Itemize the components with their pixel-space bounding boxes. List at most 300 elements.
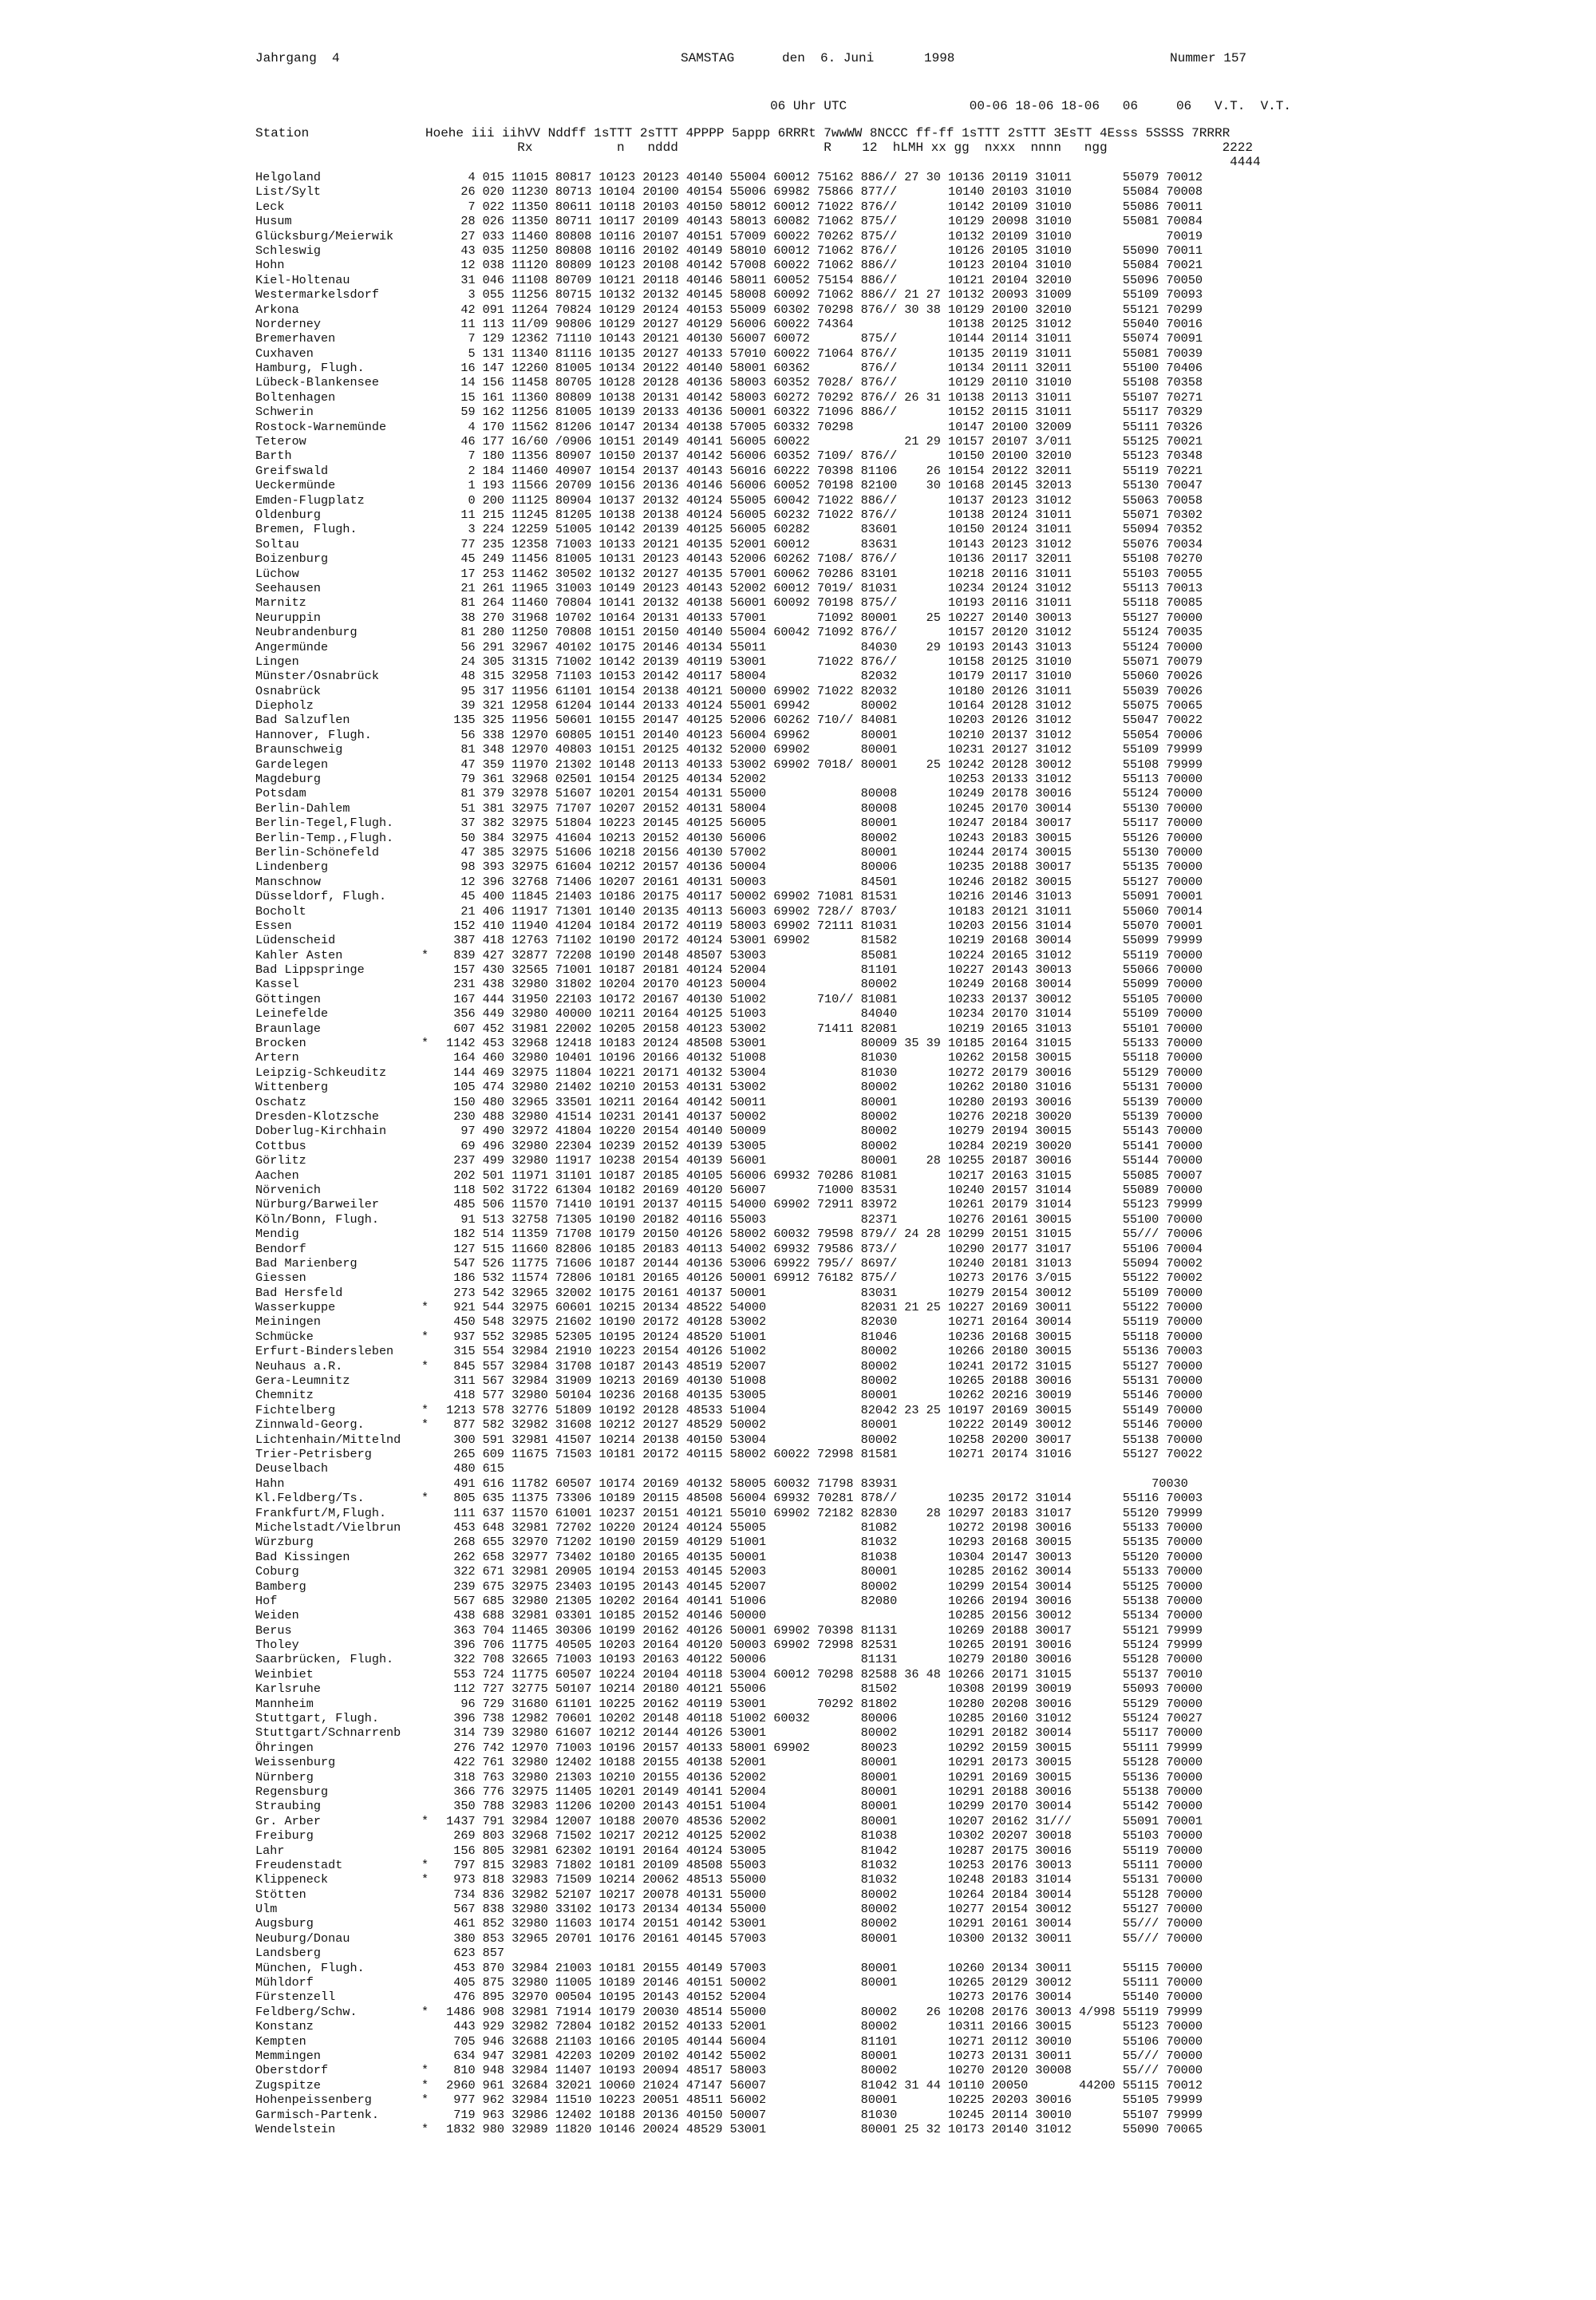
mountain-station-marker xyxy=(421,831,439,845)
station-row xyxy=(255,1491,1203,1505)
station-name: Mannheim xyxy=(255,1696,314,1711)
station-name: Soltau xyxy=(255,536,299,551)
station-name: Münster/Osnabrück xyxy=(255,669,379,684)
station-name: Hohn xyxy=(255,258,285,273)
station-row xyxy=(255,1139,1203,1153)
mountain-station-marker xyxy=(421,2019,439,2033)
station-row xyxy=(255,1314,1203,1329)
station-name: Schwerin xyxy=(255,405,314,420)
mountain-station-marker xyxy=(421,2034,439,2049)
mountain-station-marker xyxy=(421,1314,439,1329)
station-values: 461 852 32980 11603 10174 20151 40142 53001 80002 10291 20161 30014 55/// 70000 xyxy=(439,1916,1203,1931)
station-row xyxy=(255,200,1203,214)
issue-number: Nummer 157 xyxy=(1170,51,1247,65)
station-name: Neuruppin xyxy=(255,610,322,625)
station-name: Göttingen xyxy=(255,991,322,1006)
station-row xyxy=(255,1461,1203,1476)
station-values: 56 338 12970 60805 10151 20140 40123 56004 69962 80001 10210 20137 31012 55054 70006 xyxy=(439,727,1203,742)
station-name: Frankfurt/M,Flugh. xyxy=(255,1505,387,1520)
station-row xyxy=(255,948,1203,962)
station-values: 135 325 11956 50601 10155 20147 40125 52006 60262 710// 84081 10203 20126 31012 55047 70022 xyxy=(439,713,1203,728)
mountain-station-marker xyxy=(421,1755,439,1769)
station-name: Potsdam xyxy=(255,786,306,801)
station-values: 239 675 32975 23403 10195 20143 40145 52007 80002 10299 20154 30014 55125 70000 xyxy=(439,1579,1203,1594)
station-values: 4 015 11015 80817 10123 20123 40140 55004 60012 75162 886// 27 30 10136 20119 31011 55079 70012 xyxy=(439,170,1203,184)
year-label: 1998 xyxy=(924,51,955,65)
station-name: Aachen xyxy=(255,1168,299,1183)
mountain-station-marker xyxy=(421,1770,439,1784)
station-values: 91 513 32758 71305 10190 20182 40116 55003 82371 10276 20161 30015 55100 70000 xyxy=(439,1211,1203,1227)
station-row xyxy=(255,1476,1203,1491)
mountain-station-marker xyxy=(421,1183,439,1197)
station-row xyxy=(255,1227,1203,1241)
mountain-station-marker xyxy=(421,1916,439,1930)
station-values: 443 929 32982 72804 10182 20152 40133 52001 80002 10311 20166 30015 55123 70000 xyxy=(439,2019,1203,2034)
station-row xyxy=(255,2019,1203,2033)
mountain-station-marker xyxy=(421,1550,439,1564)
mountain-station-marker xyxy=(421,772,439,786)
station-row xyxy=(255,243,1203,258)
station-row xyxy=(255,1417,1203,1432)
mountain-station-marker xyxy=(421,684,439,698)
station-name: Schmücke xyxy=(255,1329,314,1344)
station-row xyxy=(255,1564,1203,1579)
station-row xyxy=(255,405,1203,419)
mountain-station-marker xyxy=(421,243,439,258)
mountain-station-marker xyxy=(421,1535,439,1549)
mountain-station-marker xyxy=(421,595,439,610)
station-name: Chemnitz xyxy=(255,1388,314,1403)
station-name: Leinefelde xyxy=(255,1006,329,1022)
mountain-station-marker xyxy=(421,1799,439,1813)
station-name: Lüchow xyxy=(255,566,299,581)
mountain-station-marker: * xyxy=(421,947,429,962)
station-values: 237 499 32980 11917 10238 20154 40139 56001 80001 28 10255 20187 30016 55144 70000 xyxy=(439,1153,1203,1168)
mountain-station-marker xyxy=(421,2108,439,2122)
station-row xyxy=(255,390,1203,405)
mountain-station-marker xyxy=(421,258,439,272)
station-values: 311 567 32984 31909 10213 20169 40130 51008 80002 10265 20188 30016 55131 70000 xyxy=(439,1373,1203,1389)
station-row xyxy=(255,1784,1203,1799)
station-name: München, Flugh. xyxy=(255,1960,365,1975)
mountain-station-marker xyxy=(421,420,439,434)
station-values: 366 776 32975 11405 10201 20149 40141 52004 80001 10291 20188 30016 55138 70000 xyxy=(439,1784,1203,1799)
station-values: 453 648 32981 72702 10220 20124 40124 55005 81082 10272 20198 30016 55133 70000 xyxy=(439,1520,1203,1535)
station-row xyxy=(255,1755,1203,1769)
station-values: 37 382 32975 51804 10223 20145 40125 56005 80001 10247 20184 30017 55117 70000 xyxy=(439,816,1203,831)
station-row xyxy=(255,1242,1203,1256)
station-values: 16 147 12260 81005 10134 20122 40140 58001 60362 876// 10134 20111 32011 55100 70406 xyxy=(439,361,1203,376)
station-name: Angermünde xyxy=(255,639,329,654)
mountain-station-marker xyxy=(421,1095,439,1109)
mountain-station-marker xyxy=(421,977,439,991)
station-values: 231 438 32980 31802 10204 20170 40123 50004 80002 10249 20168 30014 55099 70000 xyxy=(439,977,1203,992)
station-row xyxy=(255,1006,1203,1021)
date-label: den 6. Juni xyxy=(782,51,875,65)
station-name: Weinbiet xyxy=(255,1666,314,1682)
station-values: 921 544 32975 60601 10215 20134 48522 54000 82031 21 25 10227 20169 30011 55122 70000 xyxy=(439,1300,1203,1315)
station-values: 15 161 11360 80809 10138 20131 40142 58003 60272 70292 876// 26 31 10138 20113 31011 55107 70271 xyxy=(439,389,1203,405)
station-values: 396 738 12982 70601 10202 20148 40118 51002 60032 80006 10285 20160 31012 55124 70027 xyxy=(439,1711,1203,1726)
station-name: Bocholt xyxy=(255,903,306,919)
station-row xyxy=(255,229,1203,243)
mountain-station-marker xyxy=(421,1520,439,1535)
station-name: Konstanz xyxy=(255,2019,314,2034)
station-row xyxy=(255,1725,1203,1740)
column-header-line3: Rx n nddd R 12 hLMH xx gg nxxx nnnn ngg 2222 xyxy=(425,140,1253,155)
station-name: Artern xyxy=(255,1050,299,1065)
station-values: 152 410 11940 41204 10184 20172 40119 58003 69902 72111 81031 10203 20156 31014 55070 70001 xyxy=(439,918,1203,933)
station-name: Oberstdorf xyxy=(255,2063,329,2078)
station-values: 3 224 12259 51005 10142 20139 40125 56005 60282 83601 10150 20124 31011 55094 70352 xyxy=(439,522,1203,537)
station-row xyxy=(255,1388,1203,1402)
mountain-station-marker: * xyxy=(421,2121,429,2136)
station-row xyxy=(255,1916,1203,1930)
mountain-station-marker xyxy=(421,1022,439,1036)
station-values: 607 452 31981 22002 10205 20158 40123 53002 71411 82081 10219 20165 31013 55101 70000 xyxy=(439,1021,1203,1036)
mountain-station-marker: * xyxy=(421,1491,429,1506)
station-values: 262 658 32977 73402 10180 20165 40135 50001 81038 10304 20147 30013 55120 70000 xyxy=(439,1549,1203,1564)
station-name: Freudenstadt xyxy=(255,1857,343,1872)
station-values: 805 635 11375 73306 10189 20115 48508 56004 69932 70281 878// 10235 20172 31014 55116 70003 xyxy=(439,1491,1203,1506)
station-name: Kl.Feldberg/Ts. xyxy=(255,1491,365,1506)
station-row xyxy=(255,860,1203,874)
station-row xyxy=(255,611,1203,625)
station-name: Bamberg xyxy=(255,1579,306,1594)
station-name: Hamburg, Flugh. xyxy=(255,361,365,376)
station-name: Wasserkuppe xyxy=(255,1300,336,1315)
mountain-station-marker xyxy=(421,786,439,800)
station-row xyxy=(255,713,1203,727)
station-name: Dresden-Klotzsche xyxy=(255,1109,379,1124)
station-values: 98 393 32975 61604 10212 20157 40136 50004 80006 10235 20188 30017 55135 70000 xyxy=(439,860,1203,875)
station-values: 47 359 11970 21302 10148 20113 40133 53002 69902 7018/ 80001 25 10242 20128 30012 55108 79999 xyxy=(439,757,1203,772)
station-name: Emden-Flugplatz xyxy=(255,492,365,508)
station-row xyxy=(255,508,1203,522)
mountain-station-marker xyxy=(421,287,439,302)
station-values: 112 727 32775 50107 10214 20180 40121 55006 81502 10308 20199 30019 55093 70000 xyxy=(439,1682,1203,1697)
station-name: Leck xyxy=(255,199,285,214)
mountain-station-marker xyxy=(421,302,439,317)
station-row xyxy=(255,1828,1203,1843)
mountain-station-marker xyxy=(421,889,439,903)
station-row xyxy=(255,786,1203,800)
station-name: Bad Kissingen xyxy=(255,1549,350,1564)
mountain-station-marker xyxy=(421,875,439,889)
station-values: 12 038 11120 80809 10123 20108 40142 57008 60022 71062 886// 10123 20104 31010 55084 70021 xyxy=(439,258,1203,273)
station-row xyxy=(255,1036,1203,1050)
station-name: Hahn xyxy=(255,1476,285,1491)
station-values: 28 026 11350 80711 10117 20109 40143 58013 60082 71062 875// 10129 20098 31010 55081 70084 xyxy=(439,214,1203,229)
mountain-station-marker xyxy=(421,713,439,727)
station-name: Doberlug-Kirchhain xyxy=(255,1124,387,1139)
station-values: 567 838 32980 33102 10173 20134 40134 55000 80002 10277 20154 30012 55127 70000 xyxy=(439,1902,1203,1917)
station-values: 21 406 11917 71301 10140 20135 40113 56003 69902 728// 8703/ 10183 20121 31011 55060 70014 xyxy=(439,903,1203,919)
mountain-station-marker xyxy=(421,1887,439,1902)
station-name: Nörvenich xyxy=(255,1182,322,1197)
station-row xyxy=(255,1799,1203,1813)
station-row xyxy=(255,1887,1203,1902)
station-values: 48 315 32958 71103 10153 20142 40117 58004 82032 10179 20117 31010 55060 70026 xyxy=(439,669,1203,684)
station-row xyxy=(255,375,1203,389)
station-values: 127 515 11660 82806 10185 20183 40113 54002 69932 79586 873// 10290 20177 31017 55106 70004 xyxy=(439,1241,1203,1256)
station-name: Braunlage xyxy=(255,1021,322,1036)
station-name: Würzburg xyxy=(255,1535,314,1550)
station-values: 12 396 32768 71406 10207 20161 40131 50003 84501 10246 20182 30015 55127 70000 xyxy=(439,874,1203,889)
station-values: 230 488 32980 41514 10231 20141 40137 50002 80002 10276 20218 30020 55139 70000 xyxy=(439,1109,1203,1124)
mountain-station-marker xyxy=(421,1242,439,1256)
mountain-station-marker xyxy=(421,1594,439,1608)
station-values: 31 046 11108 80709 10121 20118 40146 58011 60052 75154 886// 10121 20104 32010 55096 70050 xyxy=(439,272,1203,287)
station-row xyxy=(255,845,1203,860)
station-row xyxy=(255,1872,1203,1887)
station-values: 418 577 32980 50104 10236 20168 40135 53005 80001 10262 20216 30019 55146 70000 xyxy=(439,1388,1203,1403)
station-name: Memmingen xyxy=(255,2049,322,2063)
station-row xyxy=(255,728,1203,742)
station-name: Fichtelberg xyxy=(255,1402,336,1417)
station-name: Magdeburg xyxy=(255,772,322,787)
mountain-station-marker xyxy=(421,1373,439,1388)
station-name: Ueckermünde xyxy=(255,478,336,493)
station-values: 59 162 11256 81005 10139 20133 40136 50001 60322 71096 886// 10152 20115 31011 55117 70329 xyxy=(439,405,1203,420)
station-name: Lindenberg xyxy=(255,860,329,875)
station-name: Rostock-Warnemünde xyxy=(255,419,387,434)
station-values: 356 449 32980 40000 10211 20164 40125 51003 84040 10234 20170 31014 55109 70000 xyxy=(439,1006,1203,1022)
station-row xyxy=(255,772,1203,786)
mountain-station-marker: * xyxy=(421,1857,429,1872)
station-row xyxy=(255,1080,1203,1094)
mountain-station-marker xyxy=(421,919,439,933)
station-values: 4 170 11562 81206 10147 20134 40138 57005 60332 70298 10147 20100 32009 55111 70326 xyxy=(439,419,1203,434)
mountain-station-marker xyxy=(421,1168,439,1183)
station-values: 450 548 32975 21602 10190 20172 40128 53002 82030 10271 20164 30014 55119 70000 xyxy=(439,1314,1203,1330)
station-name: Augsburg xyxy=(255,1916,314,1931)
mountain-station-marker xyxy=(421,405,439,419)
station-row xyxy=(255,1212,1203,1227)
station-row xyxy=(255,1065,1203,1080)
station-values: 43 035 11250 80808 10116 20102 40149 58010 60012 71062 876// 10126 20105 31010 55090 70011 xyxy=(439,243,1203,258)
station-values: 105 474 32980 21402 10210 20153 40131 53002 80002 10262 20180 31016 55131 70000 xyxy=(439,1080,1203,1095)
station-name: Hof xyxy=(255,1593,278,1608)
station-name: Bendorf xyxy=(255,1241,306,1256)
station-name: Görlitz xyxy=(255,1153,306,1168)
station-name: Gardelegen xyxy=(255,757,329,772)
station-row xyxy=(255,537,1203,551)
station-values: 438 688 32981 03301 10185 20152 40146 50000 10285 20156 30012 55134 70000 xyxy=(439,1608,1203,1623)
column-header-line4: 4444 xyxy=(425,155,1261,169)
mountain-station-marker xyxy=(421,1124,439,1138)
station-name: Diepholz xyxy=(255,698,314,713)
station-row xyxy=(255,1506,1203,1520)
mountain-station-marker xyxy=(421,2049,439,2063)
station-values: 50 384 32975 41604 10213 20152 40130 56006 80002 10243 20183 30015 55126 70000 xyxy=(439,830,1203,845)
station-name: Gera-Leumnitz xyxy=(255,1373,350,1389)
station-row xyxy=(255,214,1203,228)
mountain-station-marker xyxy=(421,1286,439,1300)
station-row xyxy=(255,1975,1203,1990)
station-row xyxy=(255,654,1203,669)
station-name: Bremerhaven xyxy=(255,331,336,346)
station-values: 56 291 32967 40102 10175 20146 40134 55011 84030 29 10193 20143 31013 55124 70000 xyxy=(439,639,1203,654)
mountain-station-marker xyxy=(421,273,439,287)
column-header-line2: Hoehe iii iihVV Nddff 1sTTT 2sTTT 4PPPP 5appp 6RRRt 7wwWW 8NCCC ff-ff 1sTTT 2sTTT 3EsTT 4Esss 5SSSS 7RRRR xyxy=(425,126,1231,140)
station-values: 1213 578 32776 51809 10192 20128 48533 51004 82042 23 25 10197 20169 30015 55149 70000 xyxy=(439,1402,1203,1417)
station-values: 118 502 31722 61304 10182 20169 40120 56007 71000 83531 10240 20157 31014 55089 70000 xyxy=(439,1182,1203,1197)
mountain-station-marker: * xyxy=(421,1358,429,1373)
station-values: 705 946 32688 21103 10166 20105 40144 56004 81101 10271 20112 30010 55106 70000 xyxy=(439,2033,1203,2049)
mountain-station-marker xyxy=(421,992,439,1006)
mountain-station-marker xyxy=(421,1476,439,1491)
station-name: Husum xyxy=(255,214,292,229)
station-row xyxy=(255,287,1203,302)
mountain-station-marker xyxy=(421,1784,439,1799)
station-name: Ulm xyxy=(255,1902,278,1917)
mountain-station-marker: * xyxy=(421,2063,429,2078)
station-values: 39 321 12958 61204 10144 20133 40124 55001 69942 80002 10164 20128 31012 55075 70065 xyxy=(439,698,1203,713)
station-name: Bad Marienberg xyxy=(255,1255,358,1271)
station-values: 350 788 32983 11206 10200 20143 40151 51004 80001 10299 20170 30014 55142 70000 xyxy=(439,1799,1203,1814)
station-values: 164 460 32980 10401 10196 20166 40132 51008 81030 10262 20158 30015 55118 70000 xyxy=(439,1050,1203,1065)
station-row xyxy=(255,625,1203,639)
mountain-station-marker: * xyxy=(421,1329,429,1344)
mountain-station-marker xyxy=(421,698,439,713)
station-row xyxy=(255,449,1203,463)
mountain-station-marker xyxy=(421,742,439,757)
station-name: Weissenburg xyxy=(255,1755,336,1770)
station-row xyxy=(255,889,1203,903)
mountain-station-marker: * xyxy=(421,2077,429,2093)
station-values: 69 496 32980 22304 10239 20152 40139 53005 80002 10284 20219 30020 55141 70000 xyxy=(439,1138,1203,1153)
mountain-station-marker xyxy=(421,904,439,919)
station-values: 553 724 11775 60507 10224 20104 40118 53004 60012 70298 82588 36 48 10266 20171 31015 55137 70010 xyxy=(439,1666,1203,1682)
station-row xyxy=(255,2063,1203,2077)
mountain-station-marker xyxy=(421,346,439,361)
mountain-station-marker xyxy=(421,449,439,463)
mountain-station-marker xyxy=(421,1711,439,1725)
station-row xyxy=(255,1858,1203,1872)
station-row xyxy=(255,170,1203,184)
station-row xyxy=(255,1697,1203,1711)
station-row xyxy=(255,1638,1203,1652)
mountain-station-marker xyxy=(421,331,439,346)
station-name: Straubing xyxy=(255,1799,322,1814)
station-row xyxy=(255,1271,1203,1285)
station-row xyxy=(255,1594,1203,1608)
mountain-station-marker: * xyxy=(421,1402,429,1417)
mountain-station-marker xyxy=(421,1652,439,1666)
station-values: 276 742 12970 71003 10196 20157 40133 58001 69902 80023 10292 20159 30015 55111 79999 xyxy=(439,1740,1203,1755)
station-row xyxy=(255,464,1203,478)
station-values: 202 501 11971 31101 10187 20185 40105 56006 69932 70286 81081 10217 20163 31015 55085 70007 xyxy=(439,1168,1203,1183)
station-row xyxy=(255,346,1203,361)
mountain-station-marker: * xyxy=(421,1813,429,1828)
station-values: 314 739 32980 61607 10212 20144 40126 53001 80002 10291 20182 30014 55117 70000 xyxy=(439,1725,1203,1741)
mountain-station-marker xyxy=(421,551,439,566)
station-values: 265 609 11675 71503 10181 20172 40115 58002 60022 72998 81581 10271 20174 31016 55127 70022 xyxy=(439,1446,1203,1461)
station-values: 810 948 32984 11407 10193 20094 48517 58003 80002 10270 20120 30008 55/// 70000 xyxy=(439,2063,1203,2078)
station-row xyxy=(255,1814,1203,1828)
mountain-station-marker xyxy=(421,214,439,228)
station-values: 11 113 11/09 90806 10129 20127 40129 56006 60022 74364 10138 20125 31012 55040 70016 xyxy=(439,316,1203,331)
mountain-station-marker xyxy=(421,434,439,449)
mountain-station-marker xyxy=(421,801,439,816)
station-name: Mendig xyxy=(255,1227,299,1242)
station-values: 719 963 32986 12402 10188 20136 40150 50007 81030 10245 20114 30010 55107 79999 xyxy=(439,2107,1203,2122)
station-name: Bremen, Flugh. xyxy=(255,522,358,537)
station-row xyxy=(255,331,1203,346)
station-row xyxy=(255,2049,1203,2063)
mountain-station-marker xyxy=(421,1990,439,2004)
station-row xyxy=(255,2093,1203,2107)
station-name: Meiningen xyxy=(255,1314,322,1330)
column-header-line1: 06 Uhr UTC 00-06 18-06 18-06 06 06 V.T. V.T. xyxy=(425,99,1291,113)
station-row xyxy=(255,2034,1203,2049)
station-row xyxy=(255,2108,1203,2122)
mountain-station-marker xyxy=(421,375,439,389)
station-name: Feldberg/Schw. xyxy=(255,2004,358,2019)
station-values: 937 552 32985 52305 10195 20124 48520 51001 81046 10236 20168 30015 55118 70000 xyxy=(439,1329,1203,1344)
station-name: Nürburg/Barweiler xyxy=(255,1197,379,1212)
station-row xyxy=(255,1373,1203,1388)
station-name: Cottbus xyxy=(255,1138,306,1153)
station-row xyxy=(255,581,1203,595)
mountain-station-marker xyxy=(421,390,439,405)
station-values: 77 235 12358 71003 10133 20121 40135 52001 60012 83631 10143 20123 31012 55076 70034 xyxy=(439,536,1203,551)
station-values: 182 514 11359 71708 10179 20150 40126 58002 60032 79598 879// 24 28 10299 20151 31015 55/// 70006 xyxy=(439,1227,1203,1242)
station-name: Bad Hersfeld xyxy=(255,1285,343,1300)
station-values: 322 708 32665 71003 10193 20163 40122 50006 81131 10279 20180 30016 55128 70000 xyxy=(439,1652,1203,1667)
station-row xyxy=(255,273,1203,287)
station-values: 17 253 11462 30502 10132 20127 40135 57001 60062 70286 83101 10218 20116 31011 55103 70055 xyxy=(439,566,1203,581)
mountain-station-marker xyxy=(421,611,439,625)
station-row xyxy=(255,962,1203,977)
station-row xyxy=(255,640,1203,654)
station-row xyxy=(255,757,1203,772)
station-values: 156 805 32981 62302 10191 20164 40124 53005 81042 10287 20175 30016 55119 70000 xyxy=(439,1843,1203,1858)
station-name: Deuselbach xyxy=(255,1461,329,1476)
station-values: 167 444 31950 22103 10172 20167 40130 51002 710// 81081 10233 20137 30012 55105 70000 xyxy=(439,991,1203,1006)
station-name: Kempten xyxy=(255,2033,306,2049)
mountain-station-marker xyxy=(421,728,439,742)
station-row xyxy=(255,1124,1203,1138)
mountain-station-marker xyxy=(421,1682,439,1696)
station-values: 111 637 11570 61001 10237 20151 40121 55010 69902 72182 82830 28 10297 20183 31017 55120 79999 xyxy=(439,1505,1203,1520)
station-values: 81 348 12970 40803 10151 20125 40132 52000 69902 80001 10231 20127 31012 55109 79999 xyxy=(439,742,1203,757)
station-name: Teterow xyxy=(255,434,306,449)
station-values: 157 430 32565 71001 10187 20181 40124 52004 81101 10227 20143 30013 55066 70000 xyxy=(439,962,1203,978)
station-name: Michelstadt/Vielbrun xyxy=(255,1520,401,1535)
mountain-station-marker xyxy=(421,1080,439,1094)
station-row xyxy=(255,1153,1203,1168)
station-name: Berlin-Temp.,Flugh. xyxy=(255,830,394,845)
station-row xyxy=(255,1433,1203,1447)
station-name: Mühldorf xyxy=(255,1975,314,1990)
station-values: 150 480 32965 33501 10211 20164 40142 50011 80001 10280 20193 30016 55139 70000 xyxy=(439,1094,1203,1109)
station-name: Köln/Bonn, Flugh. xyxy=(255,1211,379,1227)
station-row xyxy=(255,1330,1203,1344)
mountain-station-marker xyxy=(421,1388,439,1402)
station-row xyxy=(255,1961,1203,1975)
station-values: 3 055 11256 80715 10132 20132 40145 58008 60092 71062 886// 21 27 10132 20093 31009 55109 70093 xyxy=(439,287,1203,302)
station-values: 42 091 11264 70824 10129 20124 40153 55009 60302 70298 876// 30 38 10129 20100 32010 55121 70299 xyxy=(439,302,1203,317)
station-row xyxy=(255,434,1203,449)
mountain-station-marker xyxy=(421,1109,439,1124)
station-row xyxy=(255,1286,1203,1300)
station-name: Cuxhaven xyxy=(255,346,314,361)
station-name: Bad Salzuflen xyxy=(255,713,350,728)
station-values: 24 305 31315 71002 10142 20139 40119 53001 71022 876// 10158 20125 31010 55071 70079 xyxy=(439,654,1203,669)
station-name: Tholey xyxy=(255,1638,299,1653)
